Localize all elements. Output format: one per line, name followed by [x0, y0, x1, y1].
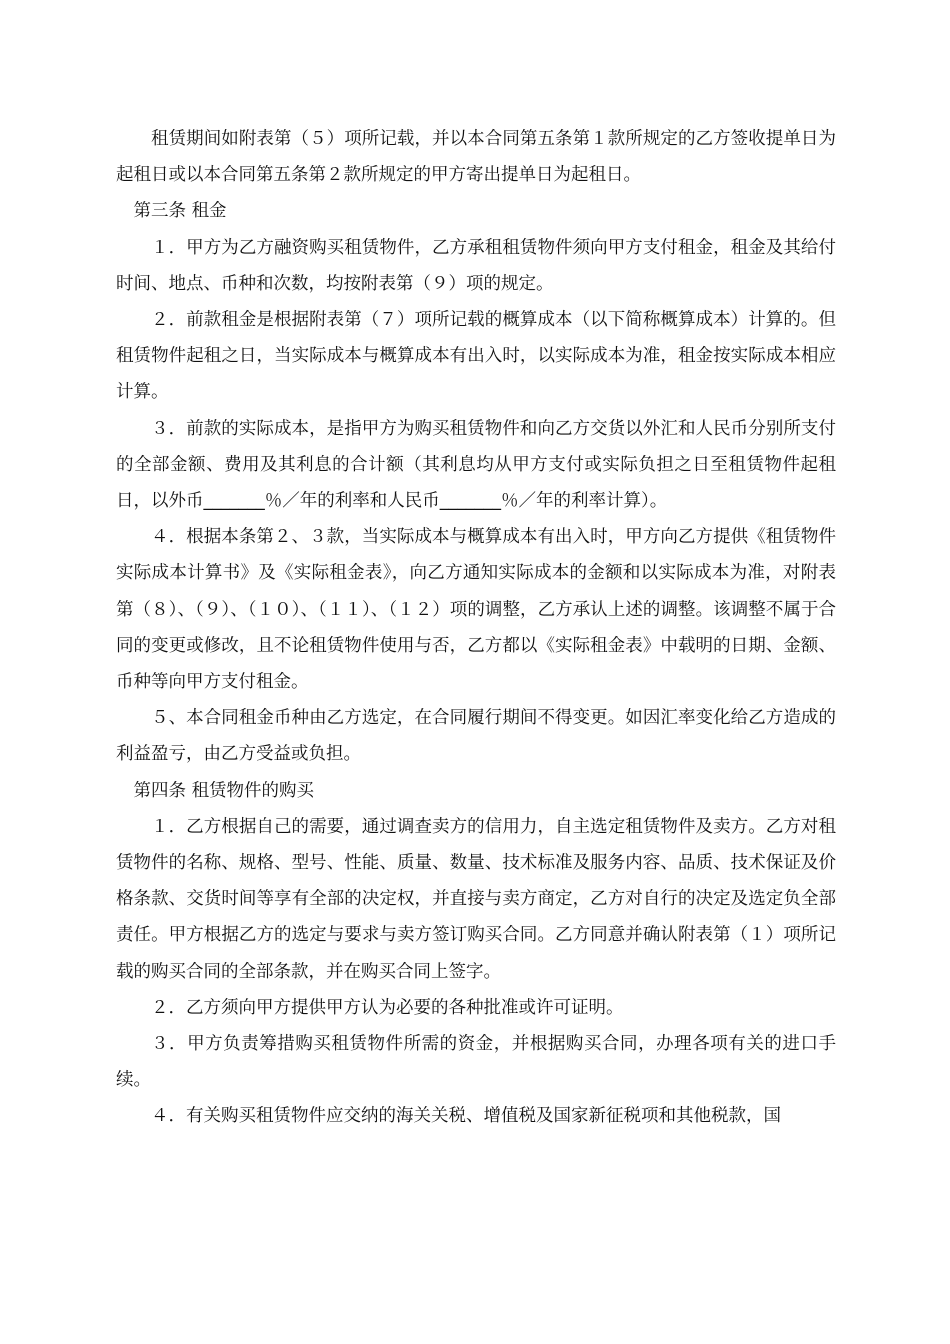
article-4-heading: 第四条 租赁物件的购买 — [133, 780, 315, 801]
article-3-clause-4: ４．根据本条第２、３款，当实际成本与概算成本有出入时，甲方向乙方提供《租赁物件实际成本计算书》及《实际租金表》，向乙方通知实际成本的金额和以实际成本为准，对附表第（８）、（９）、（１０）、（１１）、（１２）项的调整，乙方承认上述的调整。该调整不属于合同的变更或修改，且不论租赁物件使用与否，乙方都以《实际租金表》中载明的日期、金额、币种等向甲方支付租金。 — [116, 527, 836, 693]
article-4-clause-3: ３．甲方负责筹措购买租赁物件所需的资金，并根据购买合同，办理各项有关的进口手续。 — [116, 1034, 836, 1091]
article-3-clause-3: ３．前款的实际成本，是指甲方为购买租赁物件和向乙方交货以外汇和人民币分别所支付的全部金额、费用及其利息的合计额（其利息均从甲方支付或实际负担之日至租赁物件起租日，以外币_______％／年的利率和人民币_______％／年的利率计算）。 — [116, 418, 836, 512]
document-body — [116, 121, 836, 1135]
paragraph-lease-period: 租赁期间如附表第（５）项所记载，并以本合同第五条第１款所规定的乙方签收提单日为起租日或以本合同第五条第２款所规定的甲方寄出提单日为起租日。 — [116, 129, 836, 186]
article-4-clause-4: ４．有关购买租赁物件应交纳的海关关税、增值税及国家新征税项和其他税款，国 — [151, 1106, 781, 1127]
article-4-clause-2: ２．乙方须向甲方提供甲方认为必要的各种批准或许可证明。 — [151, 997, 624, 1018]
article-3-clause-1: １．甲方为乙方融资购买租赁物件，乙方承租租赁物件须向甲方支付租金，租金及其给付时间、地点、币种和次数，均按附表第（９）项的规定。 — [116, 237, 836, 294]
article-3-clause-5: ５、本合同租金币种由乙方选定，在合同履行期间不得变更。如因汇率变化给乙方造成的利益盈亏，由乙方受益或负担。 — [116, 708, 836, 765]
article-4-clause-1: １．乙方根据自己的需要，通过调查卖方的信用力，自主选定租赁物件及卖方。乙方对租赁物件的名称、规格、型号、性能、质量、数量、技术标准及服务内容、品质、技术保证及价格条款、交货时间等享有全部的决定权，并直接与卖方商定，乙方对自行的决定及选定负全部责任。甲方根据乙方的选定与要求与卖方签订购买合同。乙方同意并确认附表第（１）项所记载的购买合同的全部条款，并在购买合同上签字。 — [116, 816, 836, 982]
article-3-clause-2: ２．前款租金是根据附表第（７）项所记载的概算成本（以下简称概算成本）计算的。但租赁物件起租之日，当实际成本与概算成本有出入时，以实际成本为准，租金按实际成本相应计算。 — [116, 310, 836, 403]
article-3-heading: 第三条 租金 — [133, 201, 227, 222]
